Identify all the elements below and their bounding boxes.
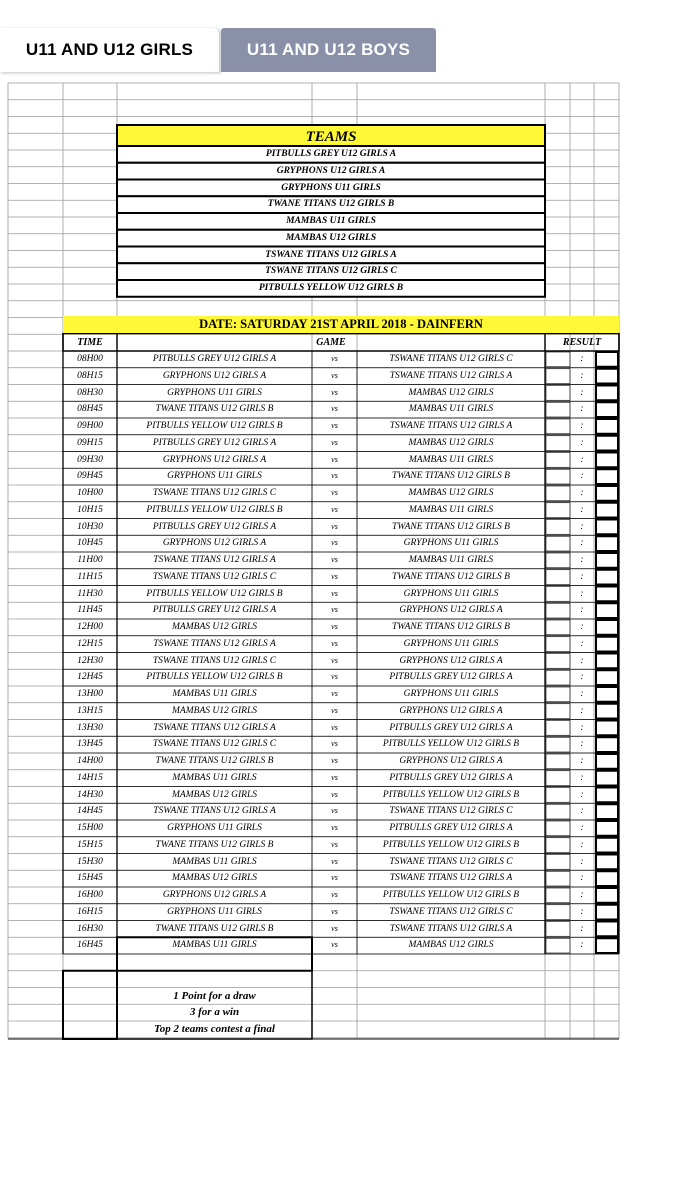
score-cell	[546, 419, 570, 434]
game-away-team: PITBULLS YELLOW U12 GIRLS B	[382, 890, 520, 900]
score-cell	[546, 821, 570, 836]
score-cell	[546, 536, 570, 551]
game-away-team: TWANE TITANS U12 GIRLS B	[392, 622, 510, 632]
result-colon: :	[580, 923, 584, 934]
game-time: 11H45	[77, 605, 103, 616]
game-away-team: MAMBAS U12 GIRLS	[408, 940, 494, 951]
team-name: PITBULLS YELLOW U12 GIRLS B	[258, 283, 404, 293]
score-cell	[546, 436, 570, 451]
result-colon: :	[580, 421, 584, 431]
score-cell	[546, 520, 570, 535]
game-away-team: PITBULLS YELLOW U12 GIRLS B	[382, 789, 520, 800]
game-home-team: MAMBAS U12 GIRLS	[172, 705, 257, 716]
game-time: 12H45	[77, 672, 103, 683]
game-away-team: MAMBAS U11 GIRLS	[408, 555, 494, 565]
team-name: TSWANE TITANS U12 GIRLS C	[265, 266, 397, 277]
result-colon: :	[580, 789, 584, 800]
game-time: 13H15	[77, 705, 103, 716]
score-cell	[546, 503, 570, 518]
game-home-team: GRYPHONS U11 GIRLS	[167, 906, 262, 917]
result-box	[596, 603, 618, 618]
game-home-team: PITBULLS YELLOW U12 GIRLS B	[146, 421, 283, 431]
game-time: 13H45	[77, 739, 103, 750]
score-cell	[546, 603, 570, 618]
game-time: 13H00	[77, 689, 103, 699]
game-vs: vs	[331, 672, 338, 682]
game-time: 08H45	[77, 404, 103, 415]
result-box	[596, 620, 618, 635]
game-away-team: MAMBAS U12 GIRLS	[408, 437, 494, 448]
rule-note: 1 Point for a draw	[173, 989, 256, 1002]
score-cell	[546, 737, 570, 752]
game-time: 16H15	[77, 906, 103, 917]
game-time: 16H30	[77, 923, 103, 934]
game-home-team: TWANE TITANS U12 GIRLS B	[155, 404, 274, 415]
game-away-team: GRYPHONS U11 GIRLS	[403, 538, 499, 549]
result-box	[596, 888, 618, 903]
game-vs: vs	[331, 906, 338, 916]
game-vs: vs	[331, 806, 338, 816]
game-vs: vs	[331, 571, 338, 581]
score-cell	[546, 637, 570, 652]
game-time: 12H30	[77, 655, 103, 666]
game-vs: vs	[331, 856, 338, 866]
game-home-team: PITBULLS GREY U12 GIRLS A	[152, 605, 277, 616]
result-colon: :	[580, 823, 584, 833]
game-vs: vs	[331, 823, 338, 832]
result-box	[596, 838, 618, 853]
game-home-team: TWANE TITANS U12 GIRLS B	[155, 923, 274, 934]
score-cell	[546, 771, 570, 786]
result-box	[596, 436, 618, 451]
score-cell	[546, 687, 570, 702]
game-vs: vs	[331, 839, 338, 849]
game-home-team: PITBULLS GREY U12 GIRLS A	[152, 521, 277, 532]
game-time: 11H30	[77, 588, 103, 599]
game-vs: vs	[331, 471, 338, 481]
result-box	[596, 687, 618, 702]
game-away-team: TSWANE TITANS U12 GIRLS A	[389, 421, 513, 431]
game-vs: vs	[331, 454, 338, 464]
result-box	[596, 938, 618, 953]
result-box	[596, 821, 618, 836]
result-box	[596, 704, 618, 719]
game-vs: vs	[331, 655, 338, 665]
game-home-team: GRYPHONS U12 GIRLS A	[162, 454, 267, 465]
game-home-team: TSWANE TITANS U12 GIRLS C	[152, 571, 277, 582]
game-vs: vs	[331, 387, 338, 397]
game-time: 08H15	[77, 370, 103, 381]
game-vs: vs	[331, 370, 338, 380]
teams-title: TEAMS	[305, 129, 357, 145]
result-colon: :	[580, 370, 584, 381]
result-box	[596, 654, 618, 669]
game-time: 16H45	[77, 940, 103, 951]
game-vs: vs	[331, 940, 338, 950]
score-cell	[546, 838, 570, 853]
notes-left-box	[63, 971, 117, 1039]
tab-u11-u12-boys[interactable]: U11 AND U12 BOYS	[221, 28, 436, 72]
score-cell	[546, 453, 570, 468]
game-home-team: TSWANE TITANS U12 GIRLS A	[153, 555, 276, 565]
game-time: 14H30	[77, 789, 103, 800]
score-cell	[546, 620, 570, 635]
game-time: 14H45	[77, 806, 103, 817]
game-home-team: MAMBAS U12 GIRLS	[172, 789, 257, 800]
result-colon: :	[580, 890, 584, 900]
score-cell	[546, 871, 570, 886]
game-home-team: TSWANE TITANS U12 GIRLS C	[152, 739, 277, 750]
game-home-team: GRYPHONS U11 GIRLS	[167, 471, 262, 482]
result-box	[596, 469, 618, 484]
result-colon: :	[580, 739, 584, 750]
game-time: 09H30	[77, 454, 103, 465]
result-colon: :	[580, 521, 584, 532]
date-banner: DATE: SATURDAY 21ST APRIL 2018 - DAINFERN	[63, 316, 619, 333]
game-home-team: TSWANE TITANS U12 GIRLS A	[153, 638, 276, 649]
result-box	[596, 369, 618, 384]
result-box	[596, 788, 618, 803]
rule-note: 3 for a win	[189, 1006, 240, 1019]
game-time: 11H00	[77, 555, 103, 565]
game-time: 15H30	[77, 856, 103, 867]
score-cell	[546, 855, 570, 870]
result-colon: :	[580, 622, 584, 632]
game-time: 10H15	[77, 504, 103, 515]
game-vs: vs	[331, 555, 338, 564]
game-time: 15H00	[77, 823, 103, 833]
header-result: RESULT	[562, 337, 602, 348]
result-colon: :	[580, 906, 584, 917]
game-home-team: GRYPHONS U11 GIRLS	[167, 387, 262, 398]
result-colon: :	[580, 772, 584, 783]
game-away-team: MAMBAS U11 GIRLS	[408, 404, 494, 415]
result-box	[596, 520, 618, 535]
game-time: 15H15	[77, 839, 103, 850]
score-cell	[546, 402, 570, 417]
result-colon: :	[580, 672, 584, 683]
game-time: 14H00	[77, 756, 103, 766]
game-home-team: PITBULLS YELLOW U12 GIRLS B	[146, 504, 283, 515]
game-away-team: MAMBAS U11 GIRLS	[408, 504, 494, 515]
game-away-team: TWANE TITANS U12 GIRLS B	[392, 521, 510, 532]
game-home-team: PITBULLS YELLOW U12 GIRLS B	[146, 672, 283, 683]
score-cell	[546, 553, 570, 568]
game-vs: vs	[331, 538, 338, 548]
result-colon: :	[580, 605, 584, 616]
game-vs: vs	[331, 772, 338, 782]
game-away-team: MAMBAS U12 GIRLS	[408, 387, 494, 398]
game-away-team: PITBULLS GREY U12 GIRLS A	[389, 772, 513, 783]
tab-u11-u12-girls[interactable]: U11 AND U12 GIRLS	[0, 28, 220, 72]
game-home-team: MAMBAS U11 GIRLS	[172, 772, 257, 783]
result-colon: :	[580, 873, 584, 884]
score-cell	[546, 922, 570, 937]
score-cell	[546, 905, 570, 920]
game-away-team: TSWANE TITANS U12 GIRLS C	[389, 856, 513, 867]
score-cell	[546, 587, 570, 602]
result-box	[596, 536, 618, 551]
team-name: GRYPHONS U11 GIRLS	[281, 182, 381, 193]
score-cell	[546, 704, 570, 719]
game-home-team: GRYPHONS U12 GIRLS A	[162, 538, 267, 549]
game-away-team: GRYPHONS U11 GIRLS	[403, 689, 499, 699]
game-time: 16H00	[77, 890, 103, 900]
game-away-team: PITBULLS YELLOW U12 GIRLS B	[382, 739, 520, 750]
result-box	[596, 922, 618, 937]
game-home-team: TWANE TITANS U12 GIRLS B	[155, 756, 274, 766]
result-colon: :	[580, 571, 584, 582]
result-box	[596, 352, 618, 367]
result-box	[596, 570, 618, 585]
game-time: 09H45	[77, 471, 103, 482]
game-vs: vs	[331, 421, 338, 430]
game-home-team: TWANE TITANS U12 GIRLS B	[155, 839, 274, 850]
game-away-team: GRYPHONS U12 GIRLS A	[399, 756, 503, 766]
result-box	[596, 754, 618, 769]
score-cell	[546, 888, 570, 903]
score-cell	[546, 469, 570, 484]
result-colon: :	[580, 488, 584, 498]
game-time: 15H45	[77, 873, 103, 884]
game-vs: vs	[331, 890, 338, 899]
game-time: 13H30	[77, 722, 103, 733]
game-home-team: GRYPHONS U12 GIRLS A	[162, 890, 267, 900]
header-game: GAME	[316, 337, 346, 348]
result-colon: :	[580, 839, 584, 850]
game-time: 09H00	[77, 421, 103, 431]
game-vs: vs	[331, 588, 338, 598]
result-box	[596, 553, 618, 568]
game-away-team: TSWANE TITANS U12 GIRLS C	[389, 806, 513, 817]
result-colon: :	[580, 588, 584, 599]
game-away-team: TSWANE TITANS U12 GIRLS C	[389, 906, 513, 917]
game-vs: vs	[331, 705, 338, 715]
game-time: 08H00	[77, 354, 103, 364]
game-home-team: TSWANE TITANS U12 GIRLS A	[153, 722, 276, 733]
team-name: TWANE TITANS U12 GIRLS B	[267, 199, 395, 210]
score-cell	[546, 352, 570, 367]
game-away-team: GRYPHONS U11 GIRLS	[403, 588, 499, 599]
game-home-team: PITBULLS YELLOW U12 GIRLS B	[146, 588, 283, 599]
game-vs: vs	[331, 638, 338, 648]
game-away-team: MAMBAS U11 GIRLS	[408, 454, 494, 465]
score-cell	[546, 369, 570, 384]
game-time: 10H45	[77, 538, 103, 549]
team-name: TSWANE TITANS U12 GIRLS A	[265, 249, 397, 260]
game-away-team: MAMBAS U12 GIRLS	[408, 488, 494, 498]
result-box	[596, 503, 618, 518]
score-cell	[546, 486, 570, 501]
game-vs: vs	[331, 354, 338, 363]
result-colon: :	[580, 655, 584, 666]
game-vs: vs	[331, 622, 338, 631]
game-away-team: PITBULLS GREY U12 GIRLS A	[389, 672, 513, 683]
game-home-team: PITBULLS GREY U12 GIRLS A	[152, 437, 277, 448]
result-box	[596, 486, 618, 501]
game-vs: vs	[331, 605, 338, 615]
game-away-team: GRYPHONS U12 GIRLS A	[399, 605, 503, 616]
result-colon: :	[580, 437, 584, 448]
game-away-team: PITBULLS YELLOW U12 GIRLS B	[382, 839, 520, 850]
game-away-team: TSWANE TITANS U12 GIRLS A	[389, 370, 513, 381]
rule-note: Top 2 teams contest a final	[154, 1023, 275, 1035]
result-colon: :	[580, 722, 584, 733]
game-home-team: MAMBAS U11 GIRLS	[172, 689, 257, 699]
result-colon: :	[580, 454, 584, 465]
game-time: 12H15	[77, 638, 103, 649]
game-vs: vs	[331, 789, 338, 799]
team-name: MAMBAS U11 GIRLS	[286, 216, 376, 226]
result-colon: :	[580, 387, 584, 398]
game-home-team: GRYPHONS U11 GIRLS	[167, 823, 262, 833]
result-box	[596, 721, 618, 736]
game-home-team: MAMBAS U12 GIRLS	[172, 622, 257, 632]
team-name: PITBULLS GREY U12 GIRLS A	[265, 149, 397, 159]
result-box	[596, 771, 618, 786]
game-away-team: GRYPHONS U11 GIRLS	[403, 638, 499, 649]
game-vs: vs	[331, 722, 338, 732]
score-cell	[546, 670, 570, 685]
result-colon: :	[580, 806, 584, 817]
result-colon: :	[580, 404, 584, 415]
result-box	[596, 587, 618, 602]
team-name: MAMBAS U12 GIRLS	[285, 232, 377, 243]
team-name: GRYPHONS U12 GIRLS A	[276, 165, 386, 176]
game-home-team: TSWANE TITANS U12 GIRLS A	[153, 806, 276, 817]
result-colon: :	[580, 705, 584, 716]
result-box	[596, 419, 618, 434]
result-box	[596, 637, 618, 652]
score-cell	[546, 654, 570, 669]
result-box	[596, 737, 618, 752]
score-cell	[546, 721, 570, 736]
game-time: 10H00	[77, 488, 103, 498]
game-away-team: TSWANE TITANS U12 GIRLS A	[389, 923, 513, 934]
score-cell	[546, 386, 570, 401]
game-vs: vs	[331, 488, 338, 497]
result-colon: :	[580, 940, 584, 951]
game-away-team: TSWANE TITANS U12 GIRLS C	[389, 354, 513, 364]
result-colon: :	[580, 689, 584, 699]
score-cell	[546, 804, 570, 819]
result-colon: :	[580, 354, 584, 364]
game-vs: vs	[331, 437, 338, 447]
game-away-team: PITBULLS GREY U12 GIRLS A	[389, 823, 513, 833]
result-box	[596, 453, 618, 468]
result-box	[596, 804, 618, 819]
game-away-team: GRYPHONS U12 GIRLS A	[399, 705, 503, 716]
result-colon: :	[580, 504, 584, 515]
game-time: 09H15	[77, 437, 103, 448]
result-box	[596, 402, 618, 417]
game-vs: vs	[331, 404, 338, 414]
result-colon: :	[580, 756, 584, 766]
game-vs: vs	[331, 923, 338, 933]
game-home-team: PITBULLS GREY U12 GIRLS A	[152, 354, 277, 364]
game-home-team: GRYPHONS U12 GIRLS A	[162, 370, 267, 381]
game-time: 10H30	[77, 521, 103, 532]
result-colon: :	[580, 471, 584, 482]
result-box	[596, 386, 618, 401]
game-time: 08H30	[77, 387, 103, 398]
game-home-team: MAMBAS U12 GIRLS	[172, 873, 257, 884]
game-vs: vs	[331, 873, 338, 883]
game-away-team: GRYPHONS U12 GIRLS A	[399, 655, 503, 666]
result-box	[596, 905, 618, 920]
result-colon: :	[580, 638, 584, 649]
game-time: 14H15	[77, 772, 103, 783]
result-colon: :	[580, 856, 584, 867]
game-vs: vs	[331, 756, 338, 765]
game-vs: vs	[331, 521, 338, 531]
score-cell	[546, 788, 570, 803]
game-vs: vs	[331, 739, 338, 749]
result-colon: :	[580, 555, 584, 565]
result-box	[596, 670, 618, 685]
result-box	[596, 871, 618, 886]
game-away-team: TWANE TITANS U12 GIRLS B	[392, 571, 510, 582]
game-away-team: PITBULLS GREY U12 GIRLS A	[389, 722, 513, 733]
score-cell	[546, 754, 570, 769]
game-home-team: TSWANE TITANS U12 GIRLS C	[152, 488, 277, 498]
result-colon: :	[580, 538, 584, 549]
game-home-team: MAMBAS U11 GIRLS	[172, 856, 257, 867]
score-cell	[546, 938, 570, 953]
game-home-team: MAMBAS U11 GIRLS	[172, 940, 257, 951]
result-box	[596, 855, 618, 870]
game-home-team: TSWANE TITANS U12 GIRLS C	[152, 655, 277, 666]
game-time: 11H15	[77, 571, 103, 582]
header-time: TIME	[77, 337, 103, 348]
game-vs: vs	[331, 689, 338, 698]
game-away-team: TWANE TITANS U12 GIRLS B	[392, 471, 510, 482]
score-cell	[546, 570, 570, 585]
game-away-team: TSWANE TITANS U12 GIRLS A	[389, 873, 513, 884]
game-time: 12H00	[77, 622, 103, 632]
game-vs: vs	[331, 504, 338, 514]
